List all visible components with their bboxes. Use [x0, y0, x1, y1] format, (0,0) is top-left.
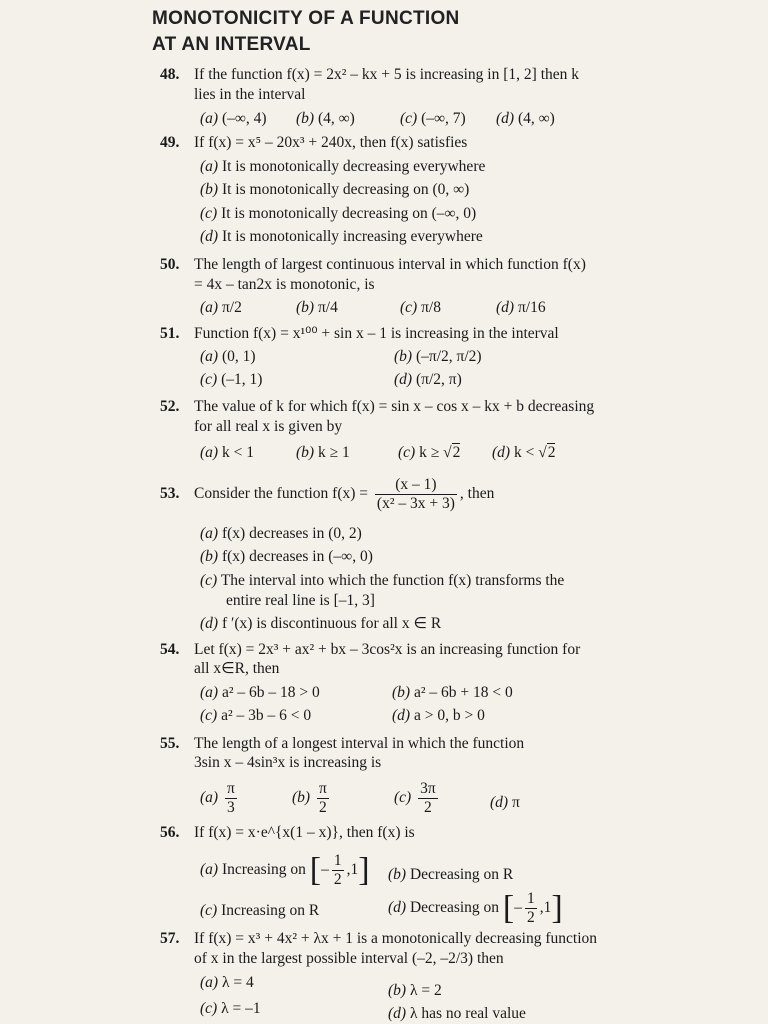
question-stem-cont: lies in the interval [194, 86, 306, 103]
question-stem: Consider the function f(x) = [194, 485, 369, 503]
question-number: 57. [160, 930, 180, 947]
section-heading-line1: MONOTONICITY OF A FUNCTION [152, 8, 460, 29]
option-a: (a) a² – 6b – 18 > 0 [200, 684, 320, 701]
option-c: (c) The interval into which the function f(x) transforms the [200, 572, 565, 589]
option-c: (c) k ≥ √2 [398, 444, 461, 461]
option-d: (d) λ has no real value [388, 1005, 526, 1022]
question-stem-cont: = 4x – tan2x is monotonic, is [194, 276, 375, 293]
option-d: (d) π/16 [496, 299, 546, 316]
option-c: (c) λ = –1 [200, 1000, 261, 1017]
question-stem-cont: 3sin x – 4sin³x is increasing is [194, 754, 382, 771]
option-b: (b) (–π/2, π/2) [394, 348, 482, 365]
question-number: 50. [160, 256, 180, 273]
option-b: (b) $\frac{\pi}{2}$ [292, 780, 327, 816]
question-number: 48. [160, 66, 180, 83]
question-stem: If f(x) = x³ + 4x² + λx + 1 is a monotonically decreasing function [194, 930, 598, 947]
option-c: (c) (–1, 1) [200, 371, 263, 388]
question-number: 52. [160, 398, 180, 415]
question-stem: The value of k for which f(x) = sin x – cos x – kx + b decreasing [194, 398, 595, 415]
option-b: (b) (4, ∞) [296, 110, 355, 127]
option-a: (a) k < 1 [200, 444, 254, 461]
option-a: (a) (–∞, 4) [200, 110, 267, 127]
option-a: (a) f(x) decreases in (0, 2) [200, 525, 362, 542]
option-b: (b) λ = 2 [388, 982, 442, 999]
question-stem: The length of a longest interval in which the function [194, 735, 525, 752]
option-d: (d) π [490, 794, 520, 811]
option-b: (b) It is monotonically decreasing on (0, ∞) [200, 181, 470, 198]
option-c: (c) Increasing on R [200, 902, 320, 919]
question-stem: Function f(x) = x¹⁰⁰ + sin x – 1 is increasing in the interval [194, 325, 559, 342]
option-b: (b) f(x) decreases in (–∞, 0) [200, 548, 373, 565]
option-d: (d) a > 0, b > 0 [392, 707, 485, 724]
option-a: (a) λ = 4 [200, 974, 254, 991]
question-stem: The length of largest continuous interval in which function f(x) [194, 256, 586, 273]
option-a: (a) $\frac{\pi}{3}$ [200, 780, 235, 816]
question-stem: Let f(x) = 2x³ + ax² + bx – 3cos²x is an increasing function for [194, 641, 581, 658]
fraction: $\frac{(x - 1)}{\text{(x² – 3x + 3)}}$ [376, 476, 455, 512]
option-d: (d) (π/2, π) [394, 371, 462, 388]
option-d: (d) f ′(x) is discontinuous for all x ∈ R [200, 615, 442, 632]
option-c: (c) a² – 3b – 6 < 0 [200, 707, 312, 724]
question-stem: If f(x) = x·e^{x(1 – x)}, then f(x) is [194, 824, 415, 841]
option-c: (c) It is monotonically decreasing on (–∞, 0) [200, 205, 477, 222]
option-d: (d) k < √2 [492, 444, 556, 461]
option-b: (b) Decreasing on R [388, 866, 514, 883]
question-number: 54. [160, 641, 180, 658]
option-b: (b) π/4 [296, 299, 338, 316]
question-number: 55. [160, 735, 180, 752]
option-b: (b) a² – 6b + 18 < 0 [392, 684, 513, 701]
option-d: (d) (4, ∞) [496, 110, 555, 127]
question-stem-cont: for all real x is given by [194, 418, 343, 435]
option-c: (c) (–∞, 7) [400, 110, 466, 127]
option-c: (c) $\frac{3\pi}{2}$ [394, 780, 436, 816]
question-number: 53. [160, 485, 180, 503]
question-stem: If f(x) = x⁵ – 20x³ + 240x, then f(x) satisfies [194, 134, 468, 151]
option-a: (a) (0, 1) [200, 348, 256, 365]
section-heading-line2: AT AN INTERVAL [152, 34, 311, 55]
textbook-page: MONOTONICITY OF A FUNCTION AT AN INTERVAL 48. If the function f(x) = 2x² – kx + 5 is increasing in [1, 2] then k lies in the interval (a) (–∞, 4) (b) (4, ∞) (c) (–∞, 7) (d) (4, ∞) 49. If f(x) = x⁵ – 20x³ + 240x, then f(x) satisfies (a) It is monotonically decreasing everywhere (b) It is monotonically decreasing on (0, ∞) (c) It is monotonically decreasing on (–∞, 0) (d) It is monotonically increasing everywhere 50. The length of largest continuous interval in which function f(x) = 4x – tan2x is monotonic, is (a) π/2 (b) π/4 (c) π/8 (d) π/16 51. Function f(x) = x¹⁰⁰ + sin x – 1 is increasing in the interval (a) (0, 1) (b) (–π/2, π/2) (c) (–1, 1) (d) (π/2, π) 52. The value of k for which f(x) = sin x – cos x – kx + b decreasing for all real x is given by (a) k < 1 (b) k ≥ 1 (c) k ≥ √2 (d) k < √2 53. Consider the function f(x) = $\frac{(x - 1)}{\text{(x² – 3x + 3)}}$ , then (a) f(x) decreases in (0, 2) (b) f(x) decreases in (–∞, 0) (c) The interval into which the function f(x) transforms the entire real line is [–1, 3] (d) f ′(x) is discontinuous for all x ∈ R 54. Let f(x) = 2x³ + ax² + bx – 3cos²x is an increasing function for all x∈R, then (a) a² – 6b – 18 > 0 (b) a² – 6b + 18 < 0 (c) a² – 3b – 6 < 0 (d) a > 0, b > 0 55. The length of a longest interval in which the function 3sin x – 4sin³x is increasing is (a) $\frac{\pi}{3}$ (b) $\frac{\pi}{2}$ (c) $\frac{3\pi}{2}$ (d) π 56. If f(x) = x·e^{x(1 – x)}, then f(x) is (a) Increasing on [– $\frac{1}{2}$ ,1] (b) Decreasing on R (c) Increasing on R (d) Decreasing on [– $\frac{1}{2}$ ,1] 57. If f(x) = x³ + 4x² + λx + 1 is a monotonically decreasing function of x in the largest possible interval (–2, –2/3) then (a) λ = 4 (b) λ = 2 (c) λ = –1 (d) λ has no real value [152, 8, 598, 1022]
option-a: (a) It is monotonically decreasing everywhere [200, 158, 486, 175]
option-a: (a) Increasing on [– $\frac{1}{2}$ ,1] [200, 851, 370, 889]
question-stem-cont: of x in the largest possible interval (–2, –2/3) then [194, 950, 504, 967]
option-b: (b) k ≥ 1 [296, 444, 350, 461]
question-number: 56. [160, 824, 180, 841]
option-c: (c) π/8 [400, 299, 441, 316]
question-stem-cont: all x∈R, then [194, 660, 280, 677]
question-stem: If the function f(x) = 2x² – kx + 5 is increasing in [1, 2] then k [194, 66, 580, 83]
option-a: (a) π/2 [200, 299, 242, 316]
question-number: 51. [160, 325, 180, 342]
option-d: (d) It is monotonically increasing everywhere [200, 228, 483, 245]
question-number: 49. [160, 134, 180, 151]
option-c-cont: entire real line is [–1, 3] [226, 592, 375, 609]
option-d: (d) Decreasing on [– $\frac{1}{2}$ ,1] [388, 889, 563, 927]
